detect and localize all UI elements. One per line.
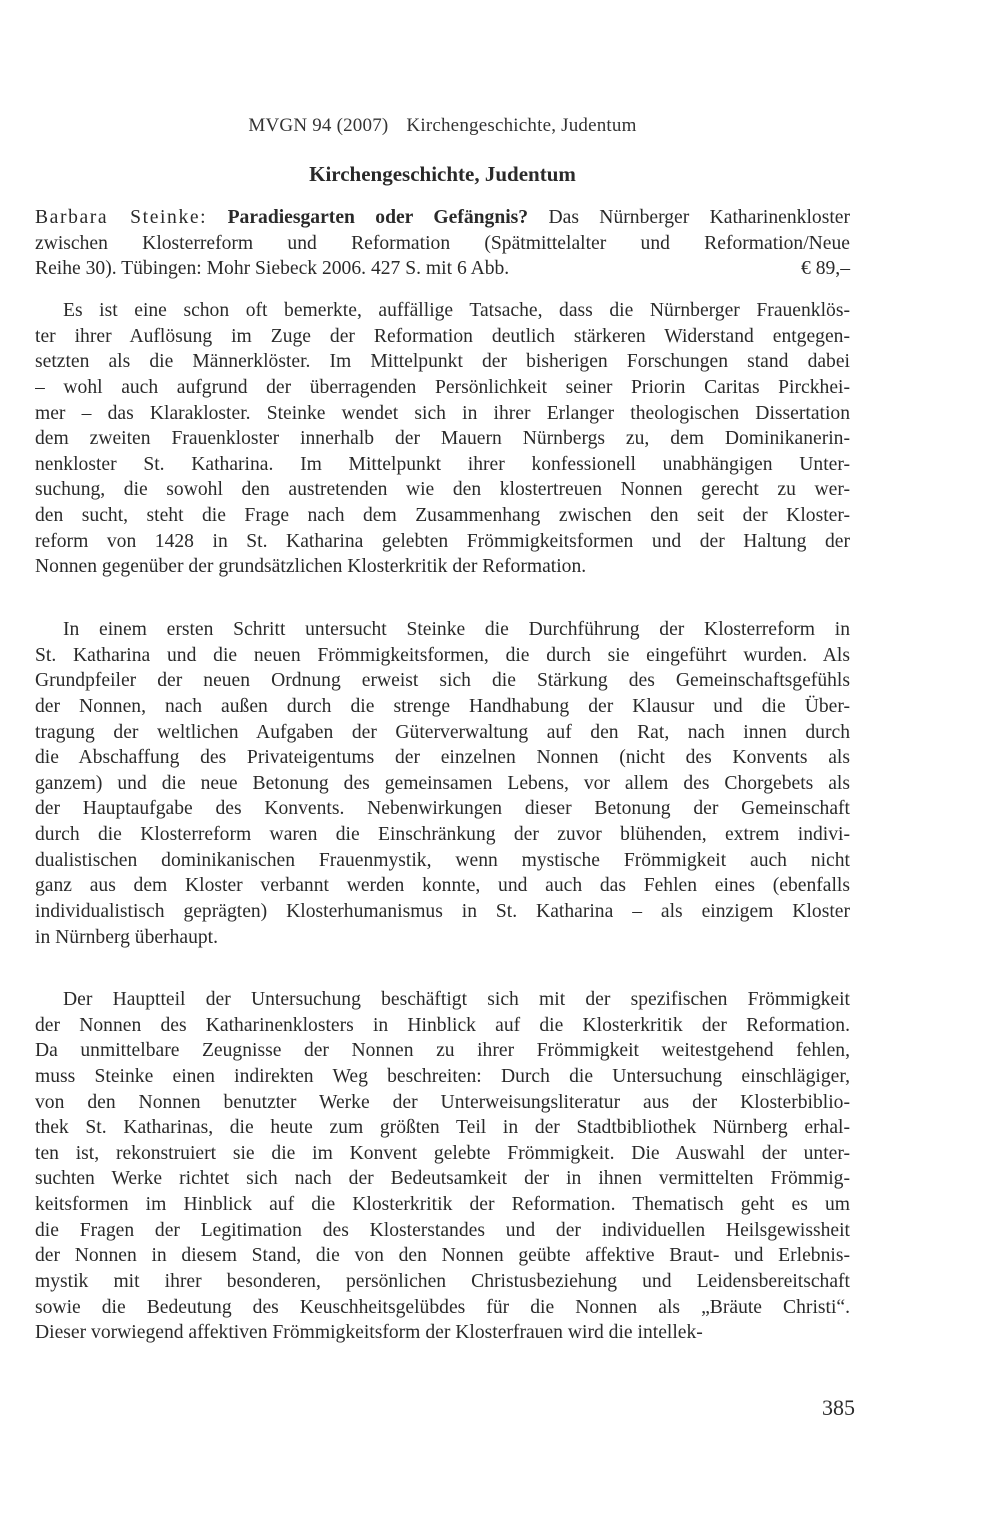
paragraph-line: ganz aus dem Kloster verbannt werden konnte, und auch das Fehlen eines (ebenfalls: [35, 875, 850, 897]
paragraph-line: individualistisch geprägten) Klosterhumanismus in St. Katharina – als einzigem Kloster: [35, 901, 850, 923]
paragraph-line: durch die Klosterreform waren die Einschränkung der zuvor blühenden, extrem indivi-: [35, 824, 850, 846]
citation-publication: Reihe 30). Tübingen: Mohr Siebeck 2006. 427 S. mit 6 Abb.: [35, 258, 510, 280]
paragraph-line: von den Nonnen benutzter Werke der Unterweisungsliteratur aus der Klosterbiblio-: [35, 1091, 850, 1113]
citation-price: € 89,–: [801, 258, 850, 280]
paragraph-1: [35, 298, 850, 580]
paragraph-line: der Nonnen des Katharinenklosters in Hinblick auf die Klosterkritik der Reformation.: [35, 1014, 850, 1036]
citation-line-3: [35, 256, 850, 282]
paragraph-line: muss Steinke einen indirekten Weg beschreiten: Durch die Untersuchung einschlägiger,: [35, 1065, 850, 1087]
paragraph-2: [35, 617, 850, 950]
paragraph-line: der Nonnen, nach außen durch die strenge Handhabung der Klausur und die Über-: [35, 695, 850, 717]
paragraph-line: Nonnen gegenüber der grundsätzlichen Klosterkritik der Reformation.: [35, 556, 587, 578]
paragraph-3: [35, 987, 850, 1346]
paragraph-line: in Nürnberg überhaupt.: [35, 926, 219, 948]
paragraph-line: thek St. Katharinas, die heute zum größten Teil in der Stadtbibliothek Nürnberg erhal-: [35, 1117, 850, 1139]
paragraph-line: mer – das Klarakloster. Steinke wendet sich in ihrer Erlanger theologischen Dissertation: [35, 402, 850, 424]
paragraph-line: Dieser vorwiegend affektiven Frömmigkeitsform der Klosterfrauen wird die intellek-: [35, 1322, 703, 1344]
paragraph-line: reform von 1428 in St. Katharina gelebten Frömmigkeitsformen und der Haltung der: [35, 530, 850, 552]
paragraph-line: Der Hauptteil der Untersuchung beschäftigt sich mit der spezifischen Frömmigkeit: [63, 989, 850, 1010]
paragraph-line: setzten als die Männerklöster. Im Mittelpunkt der bisherigen Forschungen stand dabei: [35, 351, 850, 373]
paragraph-line: suchten Werke richtet sich nach der Bedeutsamkeit der in ihnen vermittelten Frömmig-: [35, 1168, 850, 1190]
paragraph-line: die Fragen der Legitimation des Klosterstandes und der individuellen Heilsgewissheit: [35, 1219, 850, 1241]
paragraph-line: tragung der weltlichen Aufgaben der Güterverwaltung auf den Rat, nach innen durch: [35, 721, 850, 743]
paragraph-line: dem zweiten Frauenkloster innerhalb der Mauern Nürnbergs zu, dem Dominikanerin-: [35, 428, 850, 450]
paragraph-line: die Abschaffung des Privateigentums der einzelnen Nonnen (nicht des Konvents als: [35, 747, 850, 769]
paragraph-line: Es ist eine schon oft bemerkte, auffällige Tatsache, dass die Nürnberger Frauenklös-: [63, 300, 850, 321]
paragraph-line: ganzem) und die neue Betonung des gemeinsamen Lebens, vor allem des Chorgebets als: [35, 772, 850, 794]
running-head-journal: MVGN 94 (2007): [248, 115, 389, 136]
paragraph-line: Da unmittelbare Zeugnisse der Nonnen zu ihrer Frömmigkeit weitestgehend fehlen,: [35, 1040, 850, 1062]
page-number: 385: [822, 1395, 855, 1420]
citation-line-2: zwischen Klosterreform und Reformation (Spätmittelalter und Reformation/Neue: [35, 232, 850, 254]
citation-subtitle: Das Nürnberger Katharinenkloster: [548, 207, 850, 228]
paragraph-line: dualistischen dominikanischen Frauenmystik, wenn mystische Frömmigkeit auch nicht: [35, 849, 850, 871]
paragraph-line: ten ist, rekonstruiert sie die im Konvent gelebte Frömmigkeit. Die Auswahl der unter-: [35, 1142, 850, 1164]
citation-author: Barbara Steinke:: [35, 207, 208, 228]
paragraph-line: den sucht, steht die Frage nach dem Zusammenhang zwischen den seit der Kloster-: [35, 505, 850, 527]
running-head-section: Kirchengeschichte, Judentum: [406, 115, 637, 136]
paragraph-line: St. Katharina und die neuen Frömmigkeitsformen, die durch sie eingeführt wurden. Als: [35, 644, 850, 666]
book-citation: [35, 205, 850, 282]
paragraph-line: der Hauptaufgabe des Konvents. Nebenwirkungen dieser Betonung der Gemeinschaft: [35, 798, 850, 820]
paragraph-line: mystik mit ihrer besonderen, persönlichen Christusbeziehung und Leidensbereitschaft: [35, 1271, 850, 1293]
running-head: [0, 115, 885, 137]
paragraph-line: der Nonnen in diesem Stand, die von den Nonnen geübte affektive Braut- und Erlebnis-: [35, 1245, 850, 1267]
paragraph-line: – wohl auch aufgrund der überragenden Persönlichkeit seiner Priorin Caritas Pirckhei-: [35, 376, 850, 398]
paragraph-line: Grundpfeiler der neuen Ordnung erweist sich die Stärkung des Gemeinschaftsgefühls: [35, 670, 850, 692]
paragraph-line: sowie die Bedeutung des Keuschheitsgelübdes für die Nonnen als „Bräute Christi“.: [35, 1296, 850, 1318]
paragraph-line: ter ihrer Auflösung im Zuge der Reformation deutlich stärkeren Widerstand entgegen-: [35, 325, 850, 347]
paragraph-line: suchung, die sowohl den austretenden wie den klostertreuen Nonnen gerecht zu wer-: [35, 479, 850, 501]
section-title: Kirchengeschichte, Judentum: [309, 162, 576, 186]
citation-line-1: [35, 205, 850, 231]
paragraph-line: In einem ersten Schritt untersucht Steinke die Durchführung der Klosterreform in: [63, 619, 850, 640]
paragraph-line: nenkloster St. Katharina. Im Mittelpunkt ihrer konfessionell unabhängigen Unter-: [35, 453, 850, 475]
paragraph-line: keitsformen im Hinblick auf die Klosterkritik der Reformation. Thematisch geht es um: [35, 1194, 850, 1216]
citation-title: Paradiesgarten oder Gefängnis?: [227, 207, 529, 228]
